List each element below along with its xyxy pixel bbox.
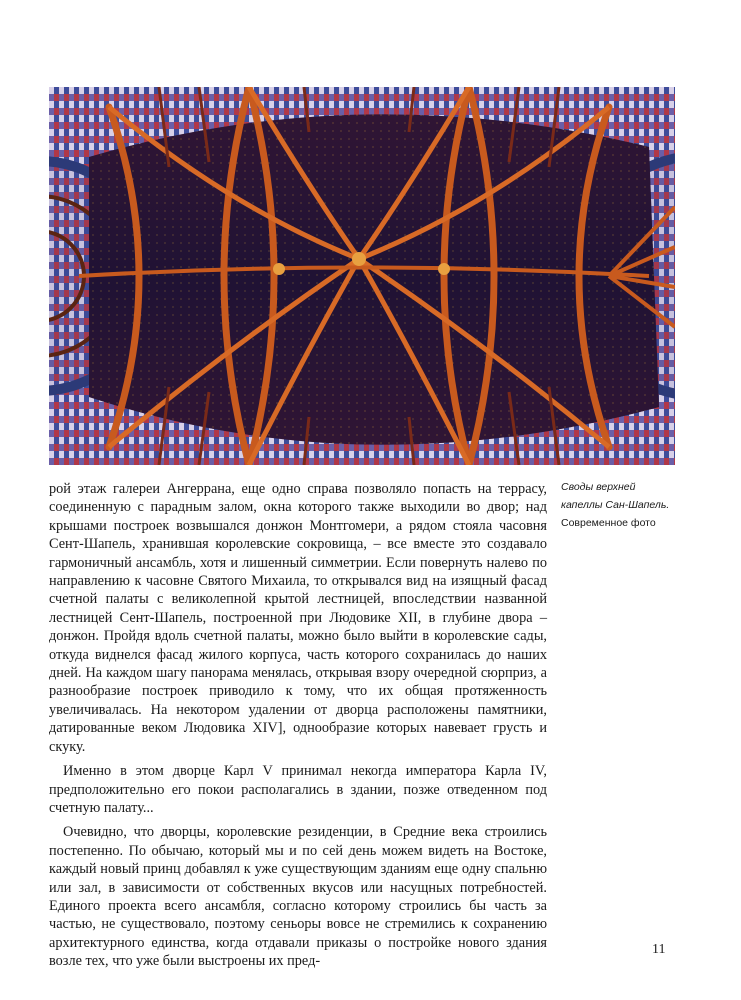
figure-caption bbox=[561, 478, 711, 532]
caption-line-2: капеллы Сан-Шапель. bbox=[561, 499, 670, 511]
paragraph-1: рой этаж галереи Ангеррана, еще одно справа позволяло попасть на террасу, соединенную с парадным залом, окна которого также выходили во двор; над крышами построек возвышался донжон Монтгомери, а рядом стояла часовня Сент-Шапель, хранившая королевские сокровища, – все вместе это создавало гармоничный ансамбль, хотя и лишенный симметрии. Если повернуть налево по направлению к часовне Святого Михаила, то открывался вид на изящный фасад счетной палаты с великолепной крытой лестницей, впоследствии названной лестницей Сент-Шапель, построенной при Людовике XII, в глубине двора – донжон. Пройдя вдоль счетной палаты, можно было выйти в королевские сады, откуда виднелся фасад жилого корпуса, часть которого сохранилась до наших дней. На каждом шагу панорама менялась, открывая взору очередной сюрприз, а разнообразие построек приводило к тому, что их общая протяженность увеличивалась. На некотором удалении от дворца расположены памятники, датированные веком Людовика XIV], однообразие которых навевает грусть и скуку. bbox=[49, 481, 547, 755]
page-number: 11 bbox=[652, 942, 666, 957]
body-text bbox=[49, 480, 547, 977]
caption-line-3: Современное фото bbox=[561, 517, 656, 529]
paragraph-2: Именно в этом дворце Карл V принимал некогда императора Карла IV, предположительно его покои располагались в здании, позже отведенном под счетную палату... bbox=[49, 763, 547, 816]
vault-photo bbox=[49, 87, 675, 465]
vault-illustration bbox=[49, 87, 675, 465]
caption-line-1: Своды верхней bbox=[561, 481, 636, 493]
paragraph-3: Очевидно, что дворцы, королевские резиденции, в Средние века строились постепенно. По обычаю, который мы и по сей день можем видеть на Востоке, каждый новый принц добавлял к уже существующим зданиям еще одну спальню или зал, в зависимости от собственных вкусов или насущных потребностей. Единого проекта всего ансамбля, согласно которому строились бы часть за частью, не существовало, поэтому сеньоры вовсе не стремились к сохранению архитектурного единства, когда отдавали приказы о постройке нового здания возле тех, что уже были выстроены их пред- bbox=[49, 824, 547, 970]
